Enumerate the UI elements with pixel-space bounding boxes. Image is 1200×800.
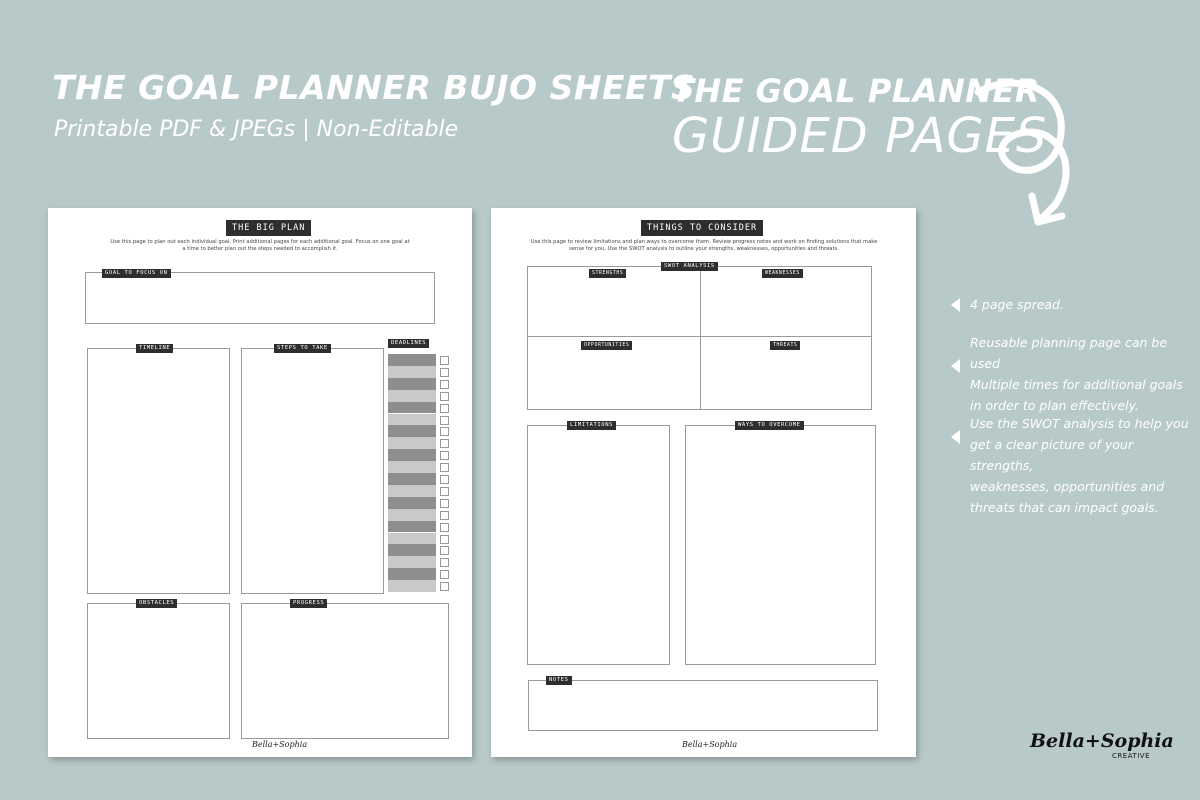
steps-label: STEPS TO TAKE: [274, 344, 331, 353]
sheet-title: THE BIG PLAN: [226, 220, 311, 236]
brand-logo: [1030, 730, 1174, 770]
swot-label: SWOT ANALYSIS: [661, 262, 718, 271]
sheet-brand: Bella+Sophia: [682, 740, 738, 749]
weaknesses-label: WEAKNESSES: [762, 269, 803, 278]
progress-box[interactable]: [241, 603, 449, 739]
deadlines-label: DEADLINES: [388, 339, 429, 348]
deadline-checkbox[interactable]: [440, 475, 449, 484]
deadline-stripe: [388, 485, 436, 497]
deadline-stripe: [388, 533, 436, 545]
deadline-checkbox[interactable]: [440, 463, 449, 472]
deadline-stripe: [388, 497, 436, 509]
deadline-checkbox[interactable]: [440, 487, 449, 496]
sheet-title: THINGS TO CONSIDER: [641, 220, 763, 236]
bullet-line: 4 page spread.: [970, 297, 1064, 312]
progress-label: PROGRESS: [290, 599, 327, 608]
steps-box[interactable]: [241, 348, 384, 594]
notes-label: NOTES: [546, 676, 572, 685]
deadline-stripe: [388, 568, 436, 580]
deadline-stripe: [388, 461, 436, 473]
opportunities-label: OPPORTUNITIES: [581, 341, 632, 350]
deadline-checkbox[interactable]: [440, 439, 449, 448]
deadline-stripe: [388, 354, 436, 366]
bullet-arrow-icon: [951, 298, 960, 312]
bullet-line: Reusable planning page can be used: [970, 335, 1168, 371]
bullet-line: threats that can impact goals.: [970, 500, 1159, 515]
bullet-line: get a clear picture of your strengths,: [970, 437, 1133, 473]
deadline-stripe: [388, 473, 436, 485]
sheet-description: Use this page to plan out each individual goal. Print additional pages for each additional goal. Focus on one goal at a time to better plan out the steps needed to accomplish it.: [110, 239, 410, 252]
brand-logo-sub: CREATIVE: [1112, 752, 1150, 760]
left-header-subtitle: Printable PDF & JPEGs | Non-Editable: [54, 117, 459, 142]
deadline-checkbox[interactable]: [440, 582, 449, 591]
deadline-stripe: [388, 580, 436, 592]
deadline-stripe: [388, 437, 436, 449]
right-header-line1: THE GOAL PLANNER: [672, 72, 1041, 110]
bullet-arrow-icon: [951, 430, 960, 444]
bullet-line: Use the SWOT analysis to help you: [970, 416, 1189, 431]
brand-logo-name: Bella+Sophia: [1030, 730, 1174, 752]
deadline-checkbox[interactable]: [440, 558, 449, 567]
deadline-checkbox[interactable]: [440, 416, 449, 425]
deadline-stripe: [388, 378, 436, 390]
deadline-stripe: [388, 544, 436, 556]
deadline-checkbox[interactable]: [440, 546, 449, 555]
sheet-big-plan: [48, 208, 472, 757]
threats-label: THREATS: [770, 341, 800, 350]
sheet-things-to-consider: [491, 208, 916, 757]
deadline-checkbox[interactable]: [440, 499, 449, 508]
deadline-checkbox[interactable]: [440, 392, 449, 401]
deadline-checkbox[interactable]: [440, 511, 449, 520]
obstacles-box[interactable]: [87, 603, 230, 739]
swot-divider-v: [700, 266, 701, 410]
limitations-label: LIMITATIONS: [567, 421, 616, 430]
ways-label: WAYS TO OVERCOME: [735, 421, 804, 430]
deadline-checkbox[interactable]: [440, 427, 449, 436]
notes-box[interactable]: [528, 680, 878, 731]
bullet-1: [970, 294, 1064, 315]
limitations-box[interactable]: [527, 425, 670, 665]
bullet-line: in order to plan effectively.: [970, 398, 1139, 413]
curly-arrow-icon: [960, 70, 1100, 240]
right-header-line2: GUIDED PAGES: [672, 108, 1048, 164]
deadline-checkbox[interactable]: [440, 404, 449, 413]
deadline-checkbox[interactable]: [440, 535, 449, 544]
deadline-checkbox[interactable]: [440, 356, 449, 365]
ways-box[interactable]: [685, 425, 876, 665]
sheet-description: Use this page to review limitations and plan ways to overcome them. Review progress notes and work on finding solutions that make sense for you. Use the SWOT analysis to outline your strengths, weaknesses, opportunities and threats.: [530, 239, 878, 252]
deadline-stripe: [388, 556, 436, 568]
deadline-checkbox[interactable]: [440, 380, 449, 389]
bullet-arrow-icon: [951, 359, 960, 373]
deadlines-list: [388, 354, 450, 592]
bullet-line: Multiple times for additional goals: [970, 377, 1183, 392]
deadline-checkbox[interactable]: [440, 523, 449, 532]
obstacles-label: OBSTACLES: [136, 599, 177, 608]
deadline-checkbox[interactable]: [440, 570, 449, 579]
timeline-label: TIMELINE: [136, 344, 173, 353]
goal-box[interactable]: [85, 272, 435, 324]
swot-divider-h: [527, 336, 872, 337]
goal-label: GOAL TO FOCUS ON: [102, 269, 171, 278]
timeline-box[interactable]: [87, 348, 230, 594]
bullet-3: [970, 413, 1200, 518]
left-header-title: THE GOAL PLANNER BUJO SHEETS: [52, 68, 696, 107]
sheet-brand: Bella+Sophia: [252, 740, 308, 749]
deadline-checkbox[interactable]: [440, 451, 449, 460]
deadline-stripe: [388, 390, 436, 402]
strengths-label: STRENGTHS: [589, 269, 626, 278]
deadline-stripe: [388, 402, 436, 414]
deadline-checkbox[interactable]: [440, 368, 449, 377]
deadline-stripe: [388, 521, 436, 533]
deadline-stripe: [388, 414, 436, 426]
bullet-2: [970, 332, 1200, 416]
deadline-stripe: [388, 366, 436, 378]
bullet-line: weaknesses, opportunities and: [970, 479, 1165, 494]
deadline-stripe: [388, 449, 436, 461]
deadline-stripe: [388, 509, 436, 521]
deadline-stripe: [388, 425, 436, 437]
